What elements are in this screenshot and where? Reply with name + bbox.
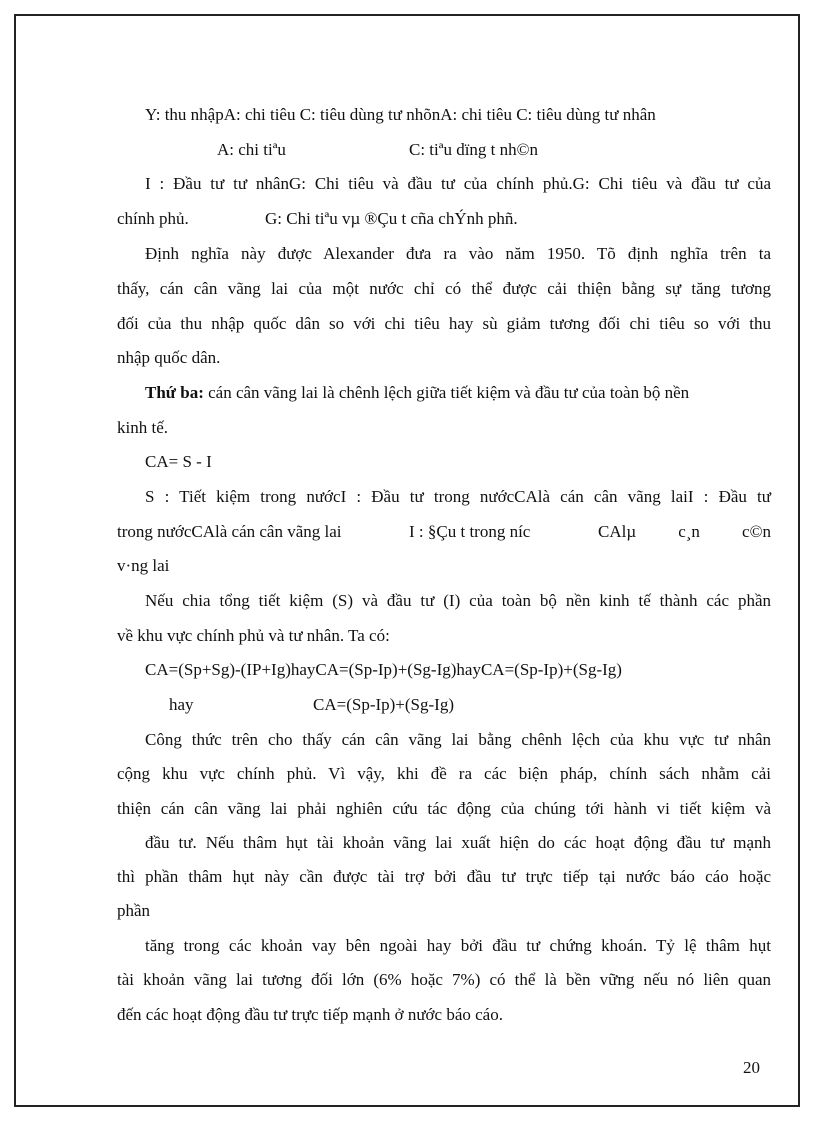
text-line: I : Đầu tư tư nhânG: Chi tiêu và đầu tư của chính phủ.G: Chi tiêu và đầu tư của: [145, 174, 771, 193]
paragraph-line: tăng trong các khoản vay bên ngoài hay bởi đầu tư chứng khoán. Tỷ lệ thâm hụt: [145, 936, 771, 955]
text-line: C: tiªu dïng t nh©n: [409, 140, 539, 159]
paragraph-line: thấy, cán cân vãng lai của một nước chỉ có thể được cải thiện bằng sự tăng tương: [117, 279, 771, 298]
paragraph-text: cán cân vãng lai là chênh lệch giữa tiết kiệm và đầu tư của toàn bộ nền: [203, 383, 690, 402]
formula: CA=(Sp-Ip)+(Sg-Ig): [313, 695, 454, 714]
text-line: hay: [169, 695, 194, 714]
paragraph-line: đến các hoạt động đầu tư trực tiếp mạnh ở nước báo cáo.: [117, 1005, 503, 1024]
text-line: CAlµ c¸n c©n: [598, 522, 771, 541]
text-line: chính phủ.: [117, 209, 189, 228]
text-line: S : Tiết kiệm trong nướcI : Đầu tư trong nướcCAlà cán cân vãng laiI : Đầu tư: [145, 487, 771, 506]
text-line: A: chi tiªu: [217, 140, 286, 159]
page-number: 20: [743, 1058, 760, 1077]
paragraph-line: [145, 383, 771, 403]
text-line: G: Chi tiªu vµ ®Çu t cña chÝnh phñ.: [265, 209, 518, 228]
paragraph-line: nhập quốc dân.: [117, 348, 221, 367]
bold-lead: Thứ ba:: [145, 383, 204, 402]
paragraph-line: Định nghĩa này được Alexander đưa ra vào năm 1950. Tõ định nghĩa trên ta: [145, 244, 771, 263]
paragraph-line: thì phần thâm hụt này cần được tài trợ bởi đầu tư trực tiếp tại nước báo cáo hoặc: [117, 867, 771, 886]
text-line: trong nướcCAlà cán cân vãng lai: [117, 522, 342, 541]
text-line: Y: thu nhậpA: chi tiêu C: tiêu dùng tư nhõnA: chi tiêu C: tiêu dùng tư nhân: [145, 105, 656, 124]
paragraph-line: Nếu chia tổng tiết kiệm (S) và đầu tư (I) của toàn bộ nền kinh tế thành các phần: [145, 591, 771, 610]
paragraph-line: đầu tư. Nếu thâm hụt tài khoản vãng lai xuất hiện do các hoạt động đầu tư mạnh: [145, 833, 771, 852]
text-line: v·ng lai: [117, 556, 170, 575]
paragraph-line: Công thức trên cho thấy cán cân vãng lai bằng chênh lệch của khu vực tư nhân: [145, 730, 771, 749]
formula: CA= S - I: [145, 452, 212, 471]
paragraph-line: về khu vực chính phủ và tư nhân. Ta có:: [117, 626, 390, 645]
paragraph-line: tài khoản vãng lai tương đối lớn (6% hoặc 7%) có thể là bền vững nếu nó liên quan: [117, 970, 771, 989]
paragraph-line: cộng khu vực chính phủ. Vì vậy, khi đề ra các biện pháp, chính sách nhằm cải: [117, 764, 771, 783]
paragraph-line: phần: [117, 901, 151, 920]
paragraph-line: đối của thu nhập quốc dân so với chi tiêu hay sù giảm tương đối chi tiêu so với thu: [117, 314, 771, 333]
formula: CA=(Sp+Sg)-(IP+Ig)hayCA=(Sp-Ip)+(Sg-Ig)hayCA=(Sp-Ip)+(Sg-Ig): [145, 660, 622, 679]
text-line: I : §Çu t trong níc: [409, 522, 531, 541]
paragraph-line: thiện cán cân vãng lai phải nghiên cứu tác động của chúng tới hành vi tiết kiệm và: [117, 799, 771, 818]
paragraph-line: kinh tế.: [117, 418, 168, 437]
